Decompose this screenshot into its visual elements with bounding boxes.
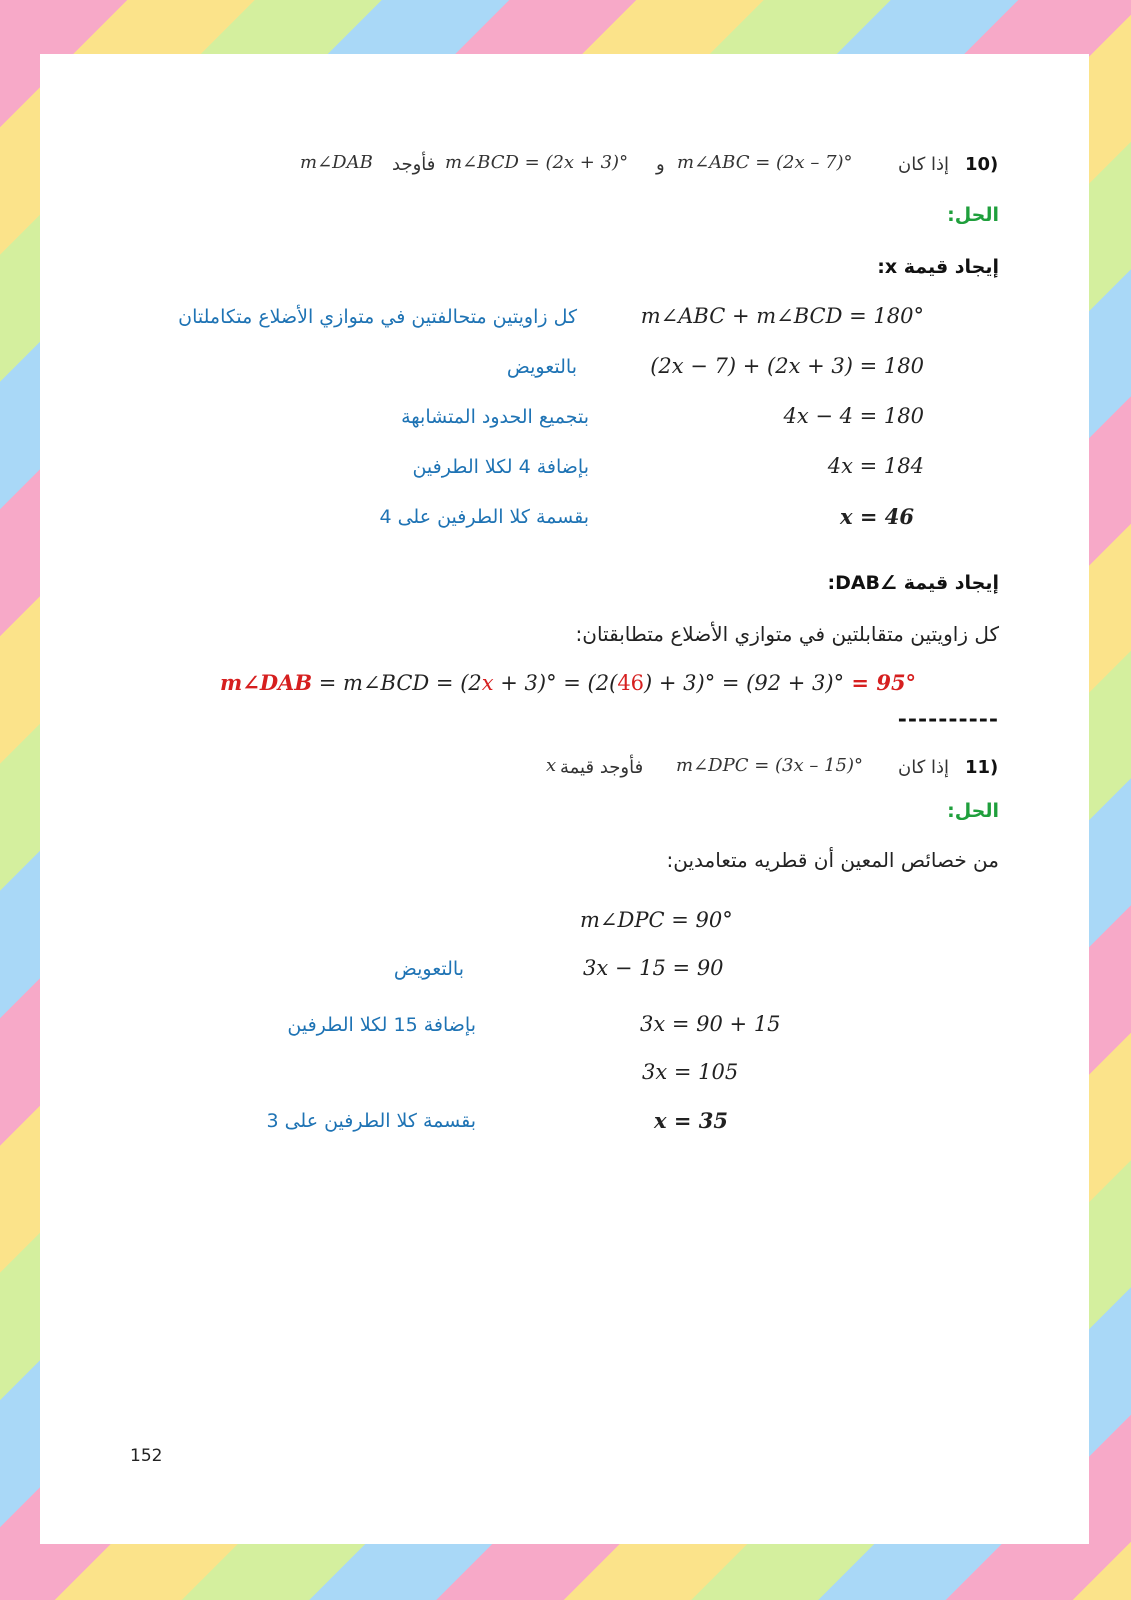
final-equation <box>220 670 916 695</box>
final-mid3: ) + 3)° = (92 + 3)° <box>644 671 845 695</box>
step-x-4-math: 4x = 184 <box>827 454 924 478</box>
step-11-3-reason: بإضافة 15 لكلا الطرفين <box>287 1014 476 1036</box>
separator: ---------- <box>897 706 999 732</box>
step-11-2-reason: بالتعويض <box>393 958 464 980</box>
problem-10-if: إذا كان <box>897 154 949 175</box>
step-x-5-reason: بقسمة كلا الطرفين على 4 <box>379 506 589 528</box>
solution-label-10: الحل: <box>947 204 999 226</box>
step-11-2-math: 3x − 15 = 90 <box>583 956 724 980</box>
opposite-angles-note: كل زاويتين متقابلتين في متوازي الأضلاع متطابقتان: <box>575 622 999 646</box>
problem-10-expr-dab: m∠DAB <box>300 152 373 173</box>
step-x-5-math: x = 46 <box>840 504 914 529</box>
final-result: = 95° <box>844 670 917 695</box>
final-x: x <box>481 671 494 695</box>
step-11-5-math: x = 35 <box>654 1108 728 1133</box>
find-dab-label: إيجاد قيمة ∠DAB: <box>827 572 999 594</box>
problem-11-find: فأوجد قيمة <box>560 757 644 778</box>
problem-11-expr-x: x <box>546 755 557 776</box>
step-11-4-math: 3x = 105 <box>642 1060 739 1084</box>
page-sheet <box>40 54 1089 1544</box>
problem-10-and: و <box>656 154 665 175</box>
problem-11-expr-dpc: m∠DPC = (3x – 15)° <box>676 755 863 776</box>
step-11-5-reason: بقسمة كلا الطرفين على 3 <box>266 1110 476 1132</box>
step-x-1-reason: كل زاويتين متحالفتين في متوازي الأضلاع متكاملتان <box>178 306 577 328</box>
solution-label-11: الحل: <box>947 800 999 822</box>
step-x-3-math: 4x − 4 = 180 <box>783 404 924 428</box>
step-x-4-reason: بإضافة 4 لكلا الطرفين <box>412 456 589 478</box>
problem-11-number: 11) <box>965 757 999 778</box>
step-x-2-math: (2x − 7) + (2x + 3) = 180 <box>650 354 924 378</box>
problem-10-expr-bcd: m∠BCD = (2x + 3)° <box>445 152 629 173</box>
final-mid2: + 3)° = (2( <box>493 671 618 695</box>
step-11-3-math: 3x = 90 + 15 <box>640 1012 781 1036</box>
final-lhs: m∠DAB <box>220 670 313 695</box>
step-11-1-math: m∠DPC = 90° <box>580 908 733 932</box>
page-number: 152 <box>130 1446 163 1466</box>
problem-10-find: فأوجد <box>392 154 436 175</box>
step-x-2-reason: بالتعويض <box>506 356 577 378</box>
problem-10-number: 10) <box>965 154 999 175</box>
problem-10-expr-abc: m∠ABC = (2x – 7)° <box>677 152 853 173</box>
problem-11-if: إذا كان <box>897 757 949 778</box>
step-x-1-math: m∠ABC + m∠BCD = 180° <box>640 304 924 328</box>
step-x-3-reason: بتجميع الحدود المتشابهة <box>401 406 589 428</box>
find-x-label: إيجاد قيمة x: <box>877 256 999 278</box>
final-mid: = m∠BCD = (2 <box>312 671 482 695</box>
final-46: 46 <box>617 671 645 695</box>
rhombus-property-note: من خصائص المعين أن قطريه متعامدين: <box>666 848 999 872</box>
